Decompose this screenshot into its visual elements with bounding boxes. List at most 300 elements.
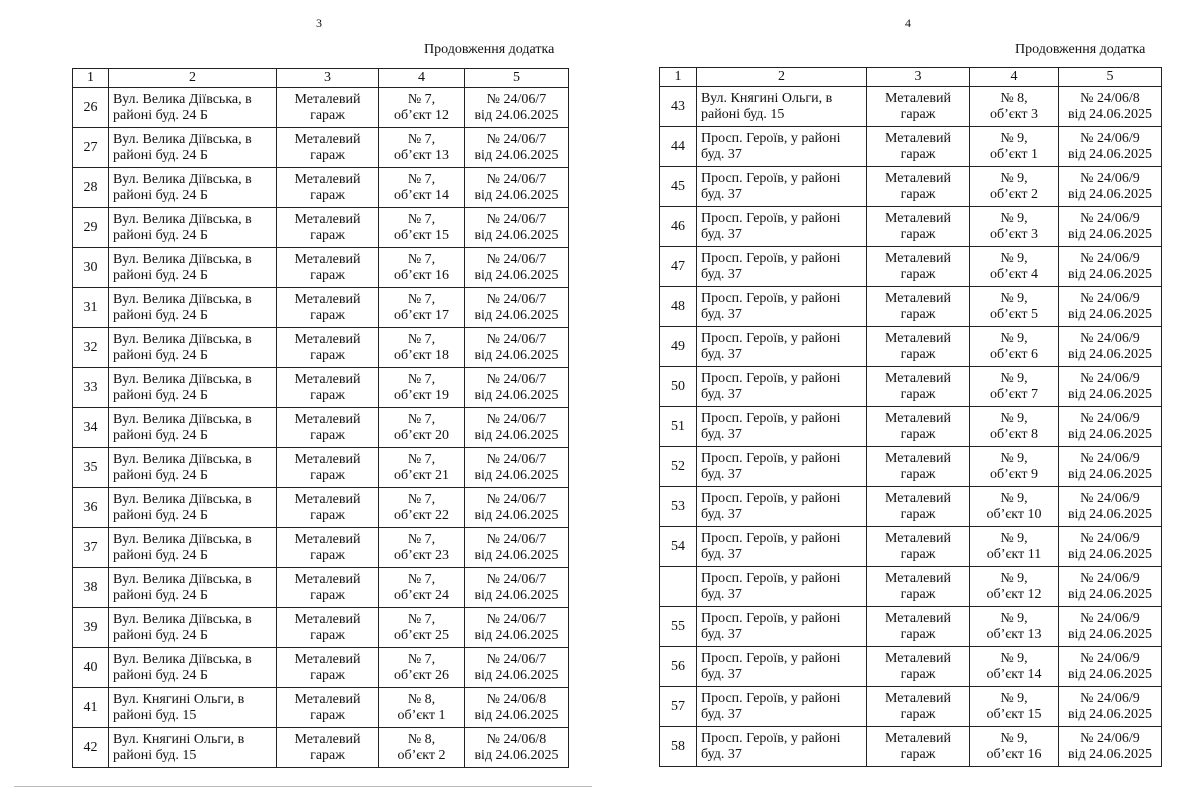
object-number-cell-line: № 7, <box>407 171 436 187</box>
address-cell-line: районі буд. 24 Б <box>113 547 208 563</box>
object-number-cell-line: № 9, <box>1000 330 1028 346</box>
table-row <box>660 407 1162 447</box>
object-type-cell-line: гараж <box>900 746 936 762</box>
object-type-cell <box>867 527 970 567</box>
table-row <box>660 527 1162 567</box>
object-number-cell <box>379 128 465 168</box>
document-number-cell-line: від 24.06.2025 <box>1067 426 1153 442</box>
object-number-cell-line: об’єкт 20 <box>393 427 450 443</box>
address-cell <box>697 607 867 647</box>
row-number-cell: 46 <box>660 207 697 247</box>
object-type-cell-line: гараж <box>310 267 345 283</box>
address-cell-line: буд. 37 <box>701 666 742 682</box>
object-number-cell-line: № 9, <box>1000 130 1028 146</box>
address-cell <box>109 88 277 128</box>
document-number-cell <box>1059 167 1162 207</box>
object-type-cell-line: Металевий <box>294 211 361 227</box>
object-type-cell-line: Металевий <box>885 290 951 306</box>
document-number-cell-line: від 24.06.2025 <box>474 267 559 283</box>
address-cell-line: Вул. Велика Діївська, в <box>113 611 252 627</box>
document-number-cell-line: від 24.06.2025 <box>1067 106 1153 122</box>
table-row <box>660 487 1162 527</box>
object-type-cell-line: гараж <box>310 747 345 763</box>
document-number-cell <box>1059 247 1162 287</box>
object-type-cell-line: Металевий <box>885 170 951 186</box>
object-type-cell-line: гараж <box>310 227 345 243</box>
address-cell <box>697 367 867 407</box>
address-cell-line: районі буд. 24 Б <box>113 467 208 483</box>
object-type-cell <box>277 168 379 208</box>
object-number-cell-line: об’єкт 17 <box>393 307 450 323</box>
object-number-cell-line: № 9, <box>1000 530 1028 546</box>
object-type-cell-line: гараж <box>310 307 345 323</box>
table-row <box>73 488 569 528</box>
column-header: 4 <box>970 68 1059 87</box>
object-type-cell-line: гараж <box>900 506 936 522</box>
table-row <box>73 168 569 208</box>
object-type-cell <box>867 727 970 767</box>
address-cell <box>697 287 867 327</box>
object-number-cell <box>970 607 1059 647</box>
address-cell-line: Просп. Героїв, у районі <box>701 250 841 266</box>
address-cell-line: районі буд. 24 Б <box>113 347 208 363</box>
object-number-cell-line: № 9, <box>1000 410 1028 426</box>
document-number-cell <box>465 128 569 168</box>
object-number-cell-line: об’єкт 1 <box>397 707 446 723</box>
address-cell <box>109 688 277 728</box>
address-cell <box>109 488 277 528</box>
object-number-cell-line: № 9, <box>1000 290 1028 306</box>
row-number-cell: 33 <box>73 368 109 408</box>
table-row <box>660 447 1162 487</box>
object-number-cell-line: № 8, <box>407 691 436 707</box>
document-number-cell-line: № 24/06/9 <box>1080 210 1140 226</box>
object-number-cell <box>379 648 465 688</box>
address-cell-line: районі буд. 24 Б <box>113 667 208 683</box>
table-row <box>73 88 569 128</box>
object-number-cell-line: № 7, <box>407 571 436 587</box>
object-number-cell <box>379 488 465 528</box>
document-number-cell-line: № 24/06/7 <box>486 611 547 627</box>
address-cell-line: Просп. Героїв, у районі <box>701 450 841 466</box>
object-number-cell <box>379 528 465 568</box>
table-row <box>660 287 1162 327</box>
document-number-cell-line: від 24.06.2025 <box>474 227 559 243</box>
row-number-cell: 31 <box>73 288 109 328</box>
object-number-cell-line: об’єкт 15 <box>393 227 450 243</box>
document-number-cell-line: № 24/06/7 <box>486 451 547 467</box>
table-row <box>73 688 569 728</box>
document-number-cell-line: від 24.06.2025 <box>474 747 559 763</box>
address-cell-line: буд. 37 <box>701 626 742 642</box>
object-number-cell-line: № 9, <box>1000 370 1028 386</box>
row-number-cell: 26 <box>73 88 109 128</box>
object-number-cell <box>970 207 1059 247</box>
object-type-cell-line: Металевий <box>294 411 361 427</box>
object-type-cell <box>277 568 379 608</box>
address-cell-line: буд. 37 <box>701 266 742 282</box>
table-row <box>660 327 1162 367</box>
object-type-cell <box>277 368 379 408</box>
address-cell <box>697 647 867 687</box>
row-number-cell: 57 <box>660 687 697 727</box>
object-number-cell-line: об’єкт 14 <box>393 187 450 203</box>
object-number-cell <box>970 87 1059 127</box>
document-number-cell-line: № 24/06/9 <box>1080 290 1140 306</box>
document-number-cell <box>465 288 569 328</box>
object-number-cell-line: об’єкт 18 <box>393 347 450 363</box>
document-number-cell-line: № 24/06/7 <box>486 651 547 667</box>
object-type-cell-line: гараж <box>310 587 345 603</box>
object-number-cell-line: № 7, <box>407 611 436 627</box>
document-number-cell-line: від 24.06.2025 <box>474 107 559 123</box>
document-number-cell-line: від 24.06.2025 <box>474 587 559 603</box>
document-number-cell-line: № 24/06/7 <box>486 331 547 347</box>
table-row <box>660 647 1162 687</box>
address-cell <box>109 408 277 448</box>
address-cell-line: буд. 37 <box>701 346 742 362</box>
object-type-cell-line: гараж <box>900 546 936 562</box>
row-number-cell: 32 <box>73 328 109 368</box>
object-type-cell-line: Металевий <box>294 531 361 547</box>
column-header: 3 <box>867 68 970 87</box>
document-number-cell-line: № 24/06/9 <box>1080 530 1140 546</box>
address-cell-line: Просп. Героїв, у районі <box>701 570 841 586</box>
object-number-cell-line: об’єкт 12 <box>986 586 1042 602</box>
address-cell-line: Вул. Велика Діївська, в <box>113 531 252 547</box>
address-cell-line: буд. 37 <box>701 226 742 242</box>
object-type-cell-line: гараж <box>310 427 345 443</box>
address-cell-line: Просп. Героїв, у районі <box>701 530 841 546</box>
address-cell <box>697 127 867 167</box>
object-type-cell-line: гараж <box>900 386 936 402</box>
object-type-cell-line: гараж <box>900 666 936 682</box>
object-type-cell <box>867 207 970 247</box>
document-number-cell-line: від 24.06.2025 <box>1067 506 1153 522</box>
address-cell <box>109 568 277 608</box>
object-type-cell-line: гараж <box>900 306 936 322</box>
object-type-cell-line: Металевий <box>885 610 951 626</box>
row-number-cell: 28 <box>73 168 109 208</box>
object-type-cell <box>277 408 379 448</box>
document-number-cell-line: № 24/06/9 <box>1080 690 1140 706</box>
object-number-cell <box>970 247 1059 287</box>
document-number-cell-line: № 24/06/9 <box>1080 650 1140 666</box>
table-row <box>660 607 1162 647</box>
document-number-cell-line: № 24/06/9 <box>1080 170 1140 186</box>
row-number-cell: 50 <box>660 367 697 407</box>
object-type-cell <box>867 607 970 647</box>
object-number-cell <box>379 168 465 208</box>
object-number-cell-line: № 9, <box>1000 570 1028 586</box>
object-number-cell-line: об’єкт 2 <box>397 747 446 763</box>
table-row <box>660 247 1162 287</box>
address-cell <box>109 528 277 568</box>
object-number-cell-line: об’єкт 24 <box>393 587 450 603</box>
object-number-cell <box>970 527 1059 567</box>
address-cell <box>697 167 867 207</box>
appendix-table <box>659 67 1162 767</box>
address-cell-line: районі буд. 24 Б <box>113 147 208 163</box>
continuation-label: Продовження додатка <box>1015 42 1146 57</box>
object-type-cell-line: Металевий <box>294 91 361 107</box>
document-number-cell-line: № 24/06/7 <box>486 291 547 307</box>
address-cell <box>697 727 867 767</box>
document-number-cell <box>465 88 569 128</box>
document-number-cell-line: № 24/06/7 <box>486 171 547 187</box>
row-number-cell: 42 <box>73 728 109 768</box>
address-cell-line: районі буд. 24 Б <box>113 627 208 643</box>
object-number-cell <box>970 287 1059 327</box>
document-number-cell <box>1059 527 1162 567</box>
row-number-cell: 29 <box>73 208 109 248</box>
column-header: 5 <box>465 69 569 88</box>
row-number-cell: 37 <box>73 528 109 568</box>
object-type-cell-line: гараж <box>310 707 345 723</box>
address-cell-line: Вул. Велика Діївська, в <box>113 91 252 107</box>
row-number-cell: 40 <box>73 648 109 688</box>
address-cell <box>697 527 867 567</box>
address-cell-line: районі буд. 24 Б <box>113 387 208 403</box>
object-type-cell <box>867 487 970 527</box>
object-type-cell-line: гараж <box>900 426 936 442</box>
table-row <box>73 408 569 448</box>
document-number-cell-line: від 24.06.2025 <box>1067 226 1153 242</box>
object-type-cell-line: гараж <box>900 266 936 282</box>
row-number-cell: 56 <box>660 647 697 687</box>
document-number-cell-line: від 24.06.2025 <box>474 147 559 163</box>
address-cell-line: Просп. Героїв, у районі <box>701 290 841 306</box>
document-number-cell <box>465 168 569 208</box>
address-cell-line: Вул. Велика Діївська, в <box>113 411 252 427</box>
column-header: 1 <box>73 69 109 88</box>
column-header: 1 <box>660 68 697 87</box>
continuation-label: Продовження додатка <box>424 42 555 57</box>
table-row <box>660 207 1162 247</box>
object-type-cell-line: гараж <box>900 706 936 722</box>
table-row <box>73 648 569 688</box>
object-type-cell-line: гараж <box>310 547 345 563</box>
object-type-cell-line: Металевий <box>885 130 951 146</box>
address-cell-line: буд. 37 <box>701 746 742 762</box>
address-cell-line: Просп. Героїв, у районі <box>701 650 841 666</box>
document-number-cell <box>465 488 569 528</box>
address-cell-line: Вул. Велика Діївська, в <box>113 371 252 387</box>
table-row <box>660 567 1162 607</box>
object-type-cell <box>277 488 379 528</box>
object-type-cell-line: Металевий <box>294 331 361 347</box>
object-number-cell-line: № 9, <box>1000 450 1028 466</box>
address-cell <box>697 567 867 607</box>
document-number-cell-line: від 24.06.2025 <box>474 387 559 403</box>
object-number-cell-line: об’єкт 23 <box>393 547 450 563</box>
document-number-cell-line: № 24/06/8 <box>486 691 547 707</box>
object-type-cell <box>867 447 970 487</box>
address-cell-line: районі буд. 24 Б <box>113 587 208 603</box>
row-number-cell: 58 <box>660 727 697 767</box>
object-type-cell-line: гараж <box>310 667 345 683</box>
address-cell <box>697 207 867 247</box>
object-number-cell <box>970 127 1059 167</box>
address-cell-line: Вул. Княгині Ольги, в <box>701 90 833 106</box>
table-row <box>73 288 569 328</box>
address-cell-line: Вул. Велика Діївська, в <box>113 491 252 507</box>
address-cell-line: буд. 37 <box>701 186 742 202</box>
object-type-cell <box>277 328 379 368</box>
table-row <box>73 568 569 608</box>
document-number-cell-line: від 24.06.2025 <box>1067 186 1153 202</box>
object-type-cell <box>277 648 379 688</box>
object-number-cell-line: об’єкт 26 <box>393 667 450 683</box>
object-type-cell <box>277 88 379 128</box>
document-number-cell-line: № 24/06/9 <box>1080 130 1140 146</box>
document-number-cell-line: № 24/06/9 <box>1080 250 1140 266</box>
object-number-cell <box>379 568 465 608</box>
row-number-cell: 41 <box>73 688 109 728</box>
object-number-cell-line: № 7, <box>407 451 436 467</box>
object-type-cell-line: Металевий <box>885 570 951 586</box>
object-number-cell <box>970 167 1059 207</box>
object-number-cell-line: об’єкт 13 <box>393 147 450 163</box>
object-number-cell-line: № 7, <box>407 211 436 227</box>
document-number-cell <box>465 528 569 568</box>
object-type-cell-line: Металевий <box>885 730 951 746</box>
document-number-cell-line: № 24/06/7 <box>486 211 547 227</box>
object-number-cell <box>970 567 1059 607</box>
object-number-cell-line: об’єкт 13 <box>986 626 1042 642</box>
row-number-cell: 49 <box>660 327 697 367</box>
object-number-cell-line: об’єкт 11 <box>986 546 1042 562</box>
column-header: 3 <box>277 69 379 88</box>
object-number-cell <box>379 688 465 728</box>
page-bottom-rule <box>14 786 592 787</box>
address-cell-line: Вул. Велика Діївська, в <box>113 131 252 147</box>
object-type-cell-line: гараж <box>310 187 345 203</box>
document-number-cell <box>465 368 569 408</box>
address-cell-line: буд. 37 <box>701 586 742 602</box>
document-number-cell-line: від 24.06.2025 <box>1067 386 1153 402</box>
object-type-cell <box>867 287 970 327</box>
address-cell-line: буд. 37 <box>701 426 742 442</box>
object-number-cell-line: № 7, <box>407 371 436 387</box>
object-type-cell <box>867 247 970 287</box>
row-number-cell: 39 <box>73 608 109 648</box>
object-number-cell-line: об’єкт 16 <box>986 746 1042 762</box>
document-number-cell-line: від 24.06.2025 <box>474 627 559 643</box>
object-number-cell <box>970 647 1059 687</box>
row-number-cell: 47 <box>660 247 697 287</box>
document-number-cell <box>1059 127 1162 167</box>
row-number-cell: 44 <box>660 127 697 167</box>
address-cell <box>697 407 867 447</box>
object-number-cell-line: об’єкт 2 <box>989 186 1039 202</box>
object-type-cell <box>867 567 970 607</box>
document-number-cell-line: № 24/06/9 <box>1080 570 1140 586</box>
address-cell-line: районі буд. 24 Б <box>113 427 208 443</box>
address-cell <box>697 247 867 287</box>
object-type-cell-line: Металевий <box>885 210 951 226</box>
object-type-cell-line: Металевий <box>294 611 361 627</box>
object-type-cell-line: Металевий <box>885 690 951 706</box>
object-type-cell-line: Металевий <box>885 650 951 666</box>
document-number-cell <box>1059 687 1162 727</box>
object-type-cell <box>867 367 970 407</box>
object-type-cell-line: гараж <box>900 586 936 602</box>
object-number-cell-line: № 9, <box>1000 730 1028 746</box>
table-row <box>660 167 1162 207</box>
address-cell-line: районі буд. 24 Б <box>113 187 208 203</box>
object-type-cell <box>867 687 970 727</box>
object-number-cell <box>379 608 465 648</box>
document-number-cell-line: від 24.06.2025 <box>474 427 559 443</box>
address-cell-line: Вул. Велика Діївська, в <box>113 171 252 187</box>
object-type-cell <box>867 647 970 687</box>
object-number-cell-line: об’єкт 15 <box>986 706 1042 722</box>
row-number-cell: 35 <box>73 448 109 488</box>
address-cell <box>109 288 277 328</box>
document-number-cell <box>1059 727 1162 767</box>
object-number-cell-line: № 9, <box>1000 650 1028 666</box>
object-number-cell-line: № 9, <box>1000 170 1028 186</box>
object-type-cell <box>277 208 379 248</box>
document-number-cell <box>1059 407 1162 447</box>
object-number-cell-line: об’єкт 25 <box>393 627 450 643</box>
object-type-cell-line: гараж <box>310 347 345 363</box>
object-number-cell-line: об’єкт 19 <box>393 387 450 403</box>
object-type-cell-line: Металевий <box>885 370 951 386</box>
object-type-cell <box>277 288 379 328</box>
object-type-cell <box>277 128 379 168</box>
row-number-cell: 36 <box>73 488 109 528</box>
document-number-cell-line: від 24.06.2025 <box>474 187 559 203</box>
document-number-cell <box>465 448 569 488</box>
object-number-cell-line: № 7, <box>407 291 436 307</box>
document-number-cell-line: № 24/06/9 <box>1080 730 1140 746</box>
document-number-cell <box>1059 447 1162 487</box>
object-type-cell-line: гараж <box>900 626 936 642</box>
address-cell-line: Вул. Велика Діївська, в <box>113 331 252 347</box>
document-number-cell <box>465 408 569 448</box>
address-cell-line: буд. 37 <box>701 386 742 402</box>
address-cell-line: Вул. Велика Діївська, в <box>113 291 252 307</box>
object-number-cell-line: об’єкт 7 <box>989 386 1039 402</box>
document-number-cell-line: від 24.06.2025 <box>1067 586 1153 602</box>
address-cell-line: районі буд. 15 <box>113 747 197 763</box>
row-number-cell: 52 <box>660 447 697 487</box>
address-cell-line: районі буд. 15 <box>701 106 785 122</box>
object-type-cell <box>277 248 379 288</box>
object-number-cell <box>379 328 465 368</box>
table-row <box>73 608 569 648</box>
document-number-cell <box>465 208 569 248</box>
object-number-cell <box>379 448 465 488</box>
object-number-cell <box>379 728 465 768</box>
object-number-cell-line: об’єкт 12 <box>393 107 450 123</box>
column-header: 2 <box>109 69 277 88</box>
address-cell-line: Вул. Велика Діївська, в <box>113 571 252 587</box>
document-number-cell-line: від 24.06.2025 <box>474 547 559 563</box>
document-number-cell-line: № 24/06/7 <box>486 131 547 147</box>
object-type-cell-line: гараж <box>310 467 345 483</box>
address-cell-line: Просп. Героїв, у районі <box>701 490 841 506</box>
object-number-cell-line: об’єкт 6 <box>989 346 1039 362</box>
row-number-cell: 51 <box>660 407 697 447</box>
address-cell-line: Просп. Героїв, у районі <box>701 370 841 386</box>
document-number-cell-line: № 24/06/7 <box>486 491 547 507</box>
table-row <box>73 728 569 768</box>
address-cell-line: Вул. Княгині Ольги, в <box>113 731 245 747</box>
table-row <box>73 208 569 248</box>
